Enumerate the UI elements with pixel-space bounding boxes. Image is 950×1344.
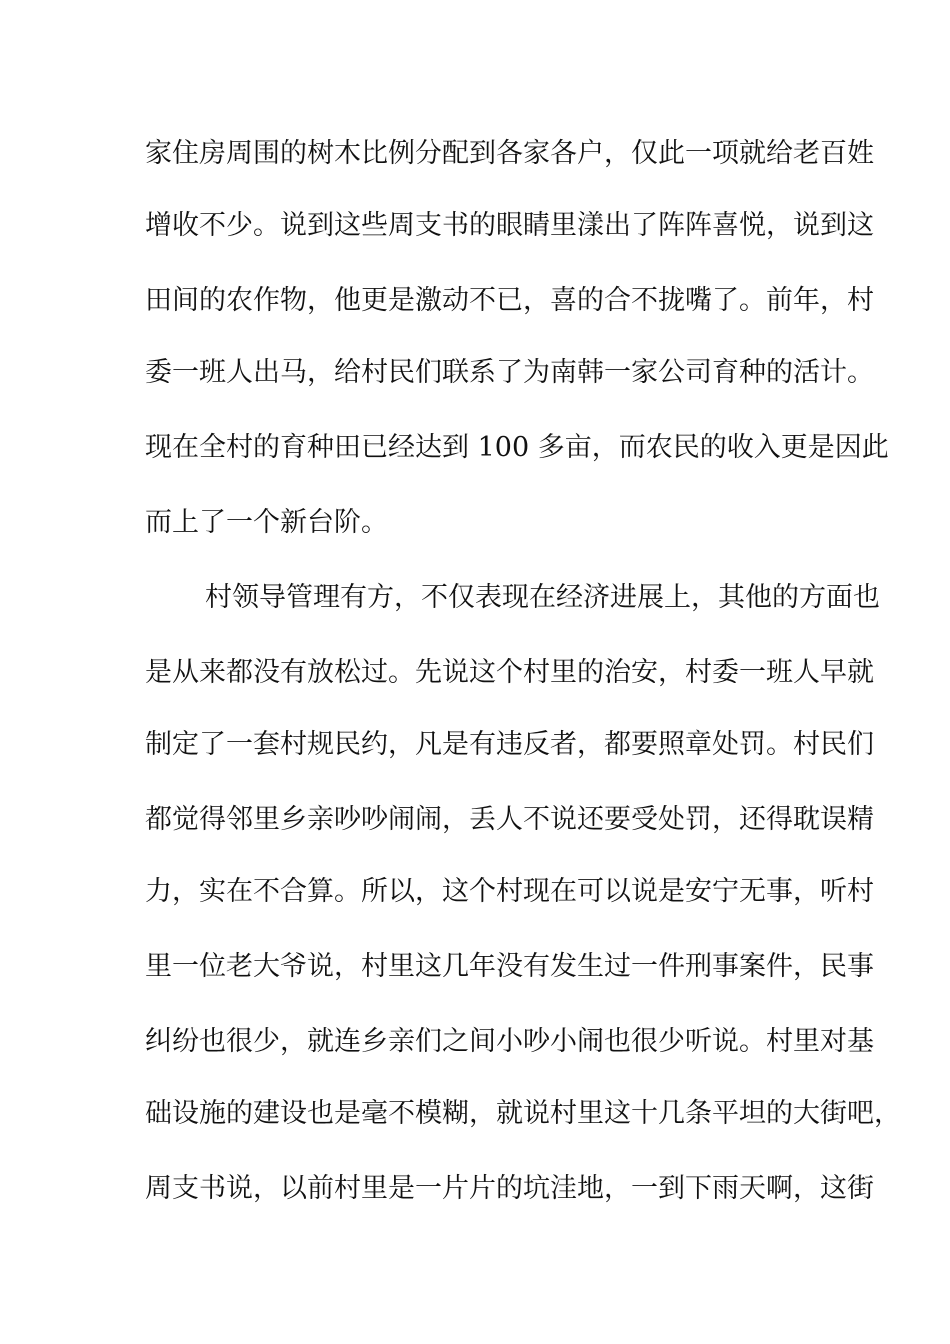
- text-line: 现在全村的育种田已经达到 100 多亩，而农民的收入更是因此: [145, 432, 889, 463]
- text-line: 都觉得邻里乡亲吵吵闹闹，丢人不说还要受处罚，还得耽误精: [145, 804, 874, 835]
- text-line: 础设施的建设也是毫不模糊，就说村里这十几条平坦的大街吧，: [145, 1098, 901, 1129]
- text-line: 家住房周围的树木比例分配到各家各户，仅此一项就给老百姓: [145, 138, 874, 169]
- text-line: 田间的农作物，他更是激动不已，喜的合不拢嘴了。前年，村: [145, 285, 874, 316]
- text-line: 里一位老大爷说，村里这几年没有发生过一件刑事案件，民事: [145, 951, 874, 982]
- text-line: 制定了一套村规民约，凡是有违反者，都要照章处罚。村民们: [145, 729, 874, 760]
- text-line: 委一班人出马，给村民们联系了为南韩一家公司育种的活计。: [145, 357, 874, 388]
- text-line: 增收不少。说到这些周支书的眼睛里漾出了阵阵喜悦，说到这: [145, 210, 874, 241]
- text-line: 力，实在不合算。所以，这个村现在可以说是安宁无事，听村: [145, 876, 874, 907]
- paragraph-first-line: 村领导管理有方，不仅表现在经济进展上，其他的方面也: [205, 582, 880, 613]
- text-line: 纠纷也很少，就连乡亲们之间小吵小闹也很少听说。村里对基: [145, 1026, 874, 1057]
- text-line: 是从来都没有放松过。先说这个村里的治安，村委一班人早就: [145, 657, 874, 688]
- text-line: 周支书说，以前村里是一片片的坑洼地，一到下雨天啊，这街: [145, 1173, 874, 1204]
- text-line: 而上了一个新台阶。: [145, 507, 388, 538]
